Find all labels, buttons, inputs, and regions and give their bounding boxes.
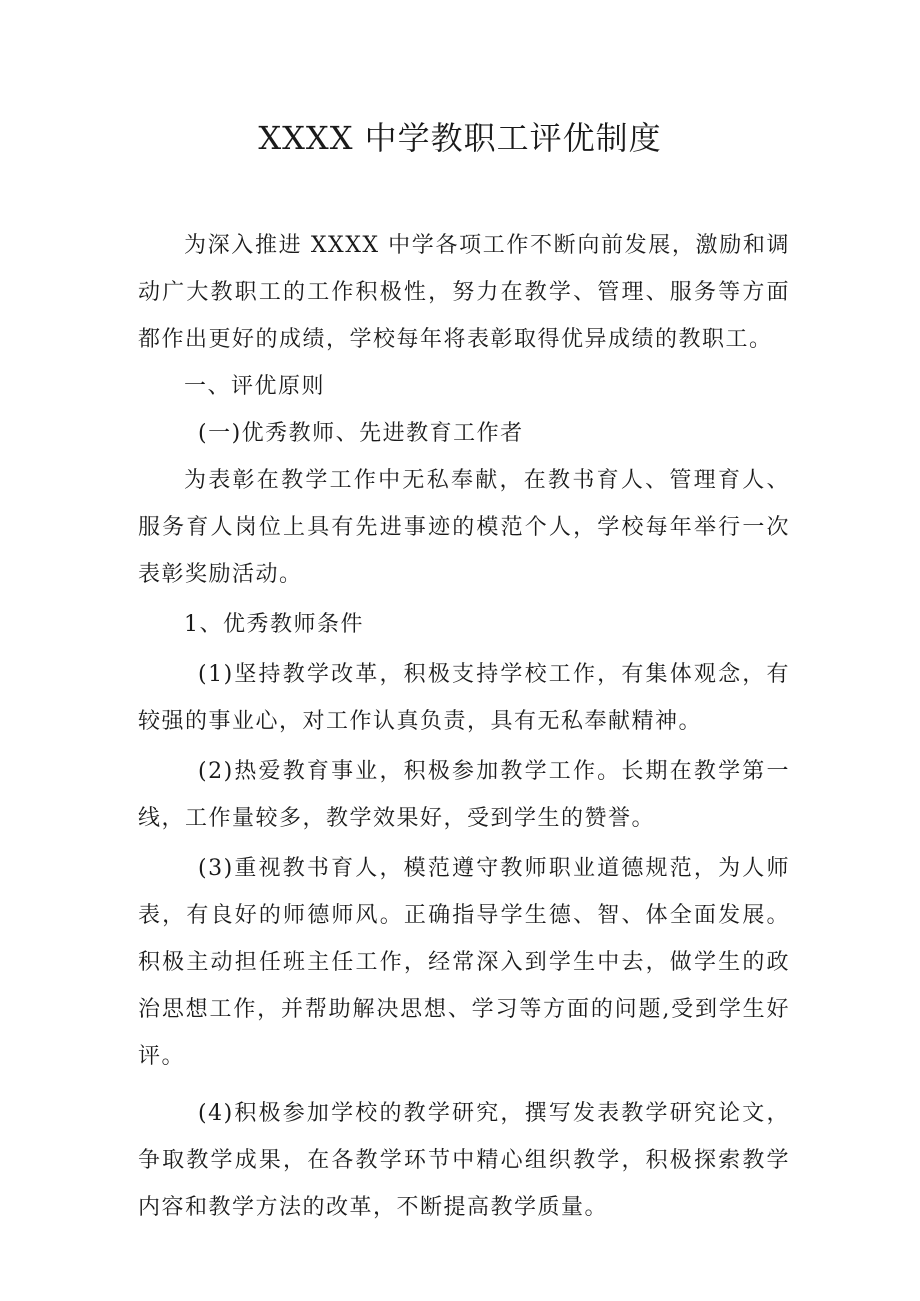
condition-item-2: (2)热爱教育事业，积极参加教学工作。长期在教学第一线，工作量较多，教学效果好，受到学生的赞誉。 [138,759,790,831]
document-body [138,222,790,1231]
condition-item-1: (1)坚持教学改革，积极支持学校工作，有集体观念，有较强的事业心，对工作认真负责，具有无私奉献精神。 [138,662,790,734]
condition-item-3: (3)重视教书育人，模范遵守教师职业道德规范，为人师表，有良好的师德师风。正确指导学生德、智、体全面发展。积极主动担任班主任工作，经常深入到学生中去，做学生的政治思想工作，并帮助解决思想、学习等方面的问题,受到学生好评。 [138,856,790,1069]
condition-item-4: (4)积极参加学校的教学研究，撰写发表教学研究论文，争取教学成果，在各教学环节中精心组织教学，积极探索教学内容和教学方法的改革，不断提高教学质量。 [138,1101,790,1220]
subsection-heading-excellent-teachers: (一)优秀教师、先进教育工作者 [198,421,524,446]
item-heading-teacher-conditions: 1、优秀教师条件 [184,612,364,637]
subsection-paragraph: 为表彰在教学工作中无私奉献，在教书育人、管理育人、服务育人岗位上具有先进事迹的模范个人，学校每年举行一次表彰奖励活动。 [138,468,790,587]
document-title: XXXX 中学教职工评优制度 [258,119,662,157]
section-heading-principles: 一、评优原则 [184,374,326,399]
intro-paragraph: 为深入推进 XXXX 中学各项工作不断向前发展，激励和调动广大教职工的工作积极性，努力在教学、管理、服务等方面都作出更好的成绩，学校每年将表彰取得优异成绩的教职工。 [138,233,790,352]
